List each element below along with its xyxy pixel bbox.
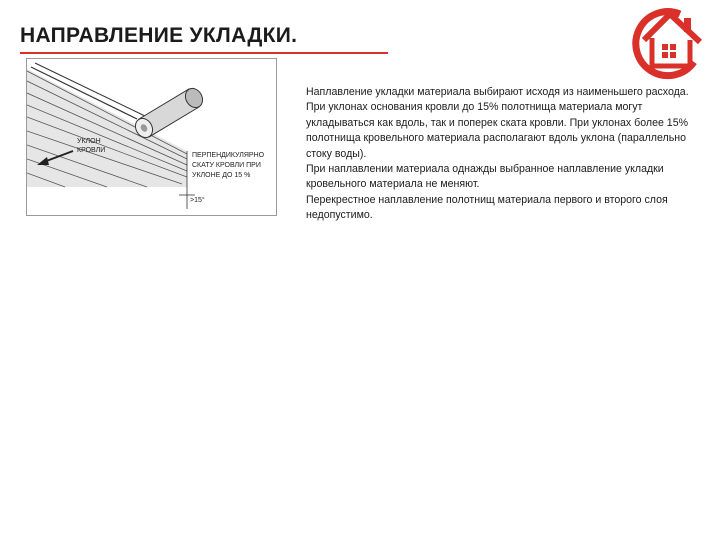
label-perpendicular-line3: УКЛОНЕ ДО 15 % (192, 172, 251, 179)
label-perpendicular-line2: СКАТУ КРОВЛИ ПРИ (192, 162, 261, 169)
label-angle: >15° (190, 197, 205, 204)
slide-title: НАПРАВЛЕНИЕ УКЛАДКИ. (20, 24, 298, 47)
paragraph-2: При наплавлении материала однажды выбранное наплавление укладки кровельного материала не меняют. (306, 163, 664, 191)
roofing-illustration (26, 58, 277, 216)
material-roll (132, 85, 206, 140)
paragraph-1: Наплавление укладки материала выбирают исходя из наименьшего расхода. При уклонах основания кровли до 15% полотнища материала могут укладываться как вдоль, так и поперек ската кровли. При уклонах более 15% полотнища кровельного материала располагают вдоль уклона (параллельно стоку воды). (306, 86, 689, 160)
body-text (306, 85, 698, 224)
house-circle-logo-icon (620, 4, 708, 80)
label-slope-line2: КРОВЛИ (77, 147, 106, 154)
label-perpendicular-line1: ПЕРПЕНДИКУЛЯРНО (192, 152, 265, 159)
paragraph-3: Перекрестное наплавление полотнищ материала первого и второго слоя недопустимо. (306, 193, 668, 222)
title-underline (20, 52, 388, 54)
label-slope-line1: УКЛОН (77, 138, 101, 145)
